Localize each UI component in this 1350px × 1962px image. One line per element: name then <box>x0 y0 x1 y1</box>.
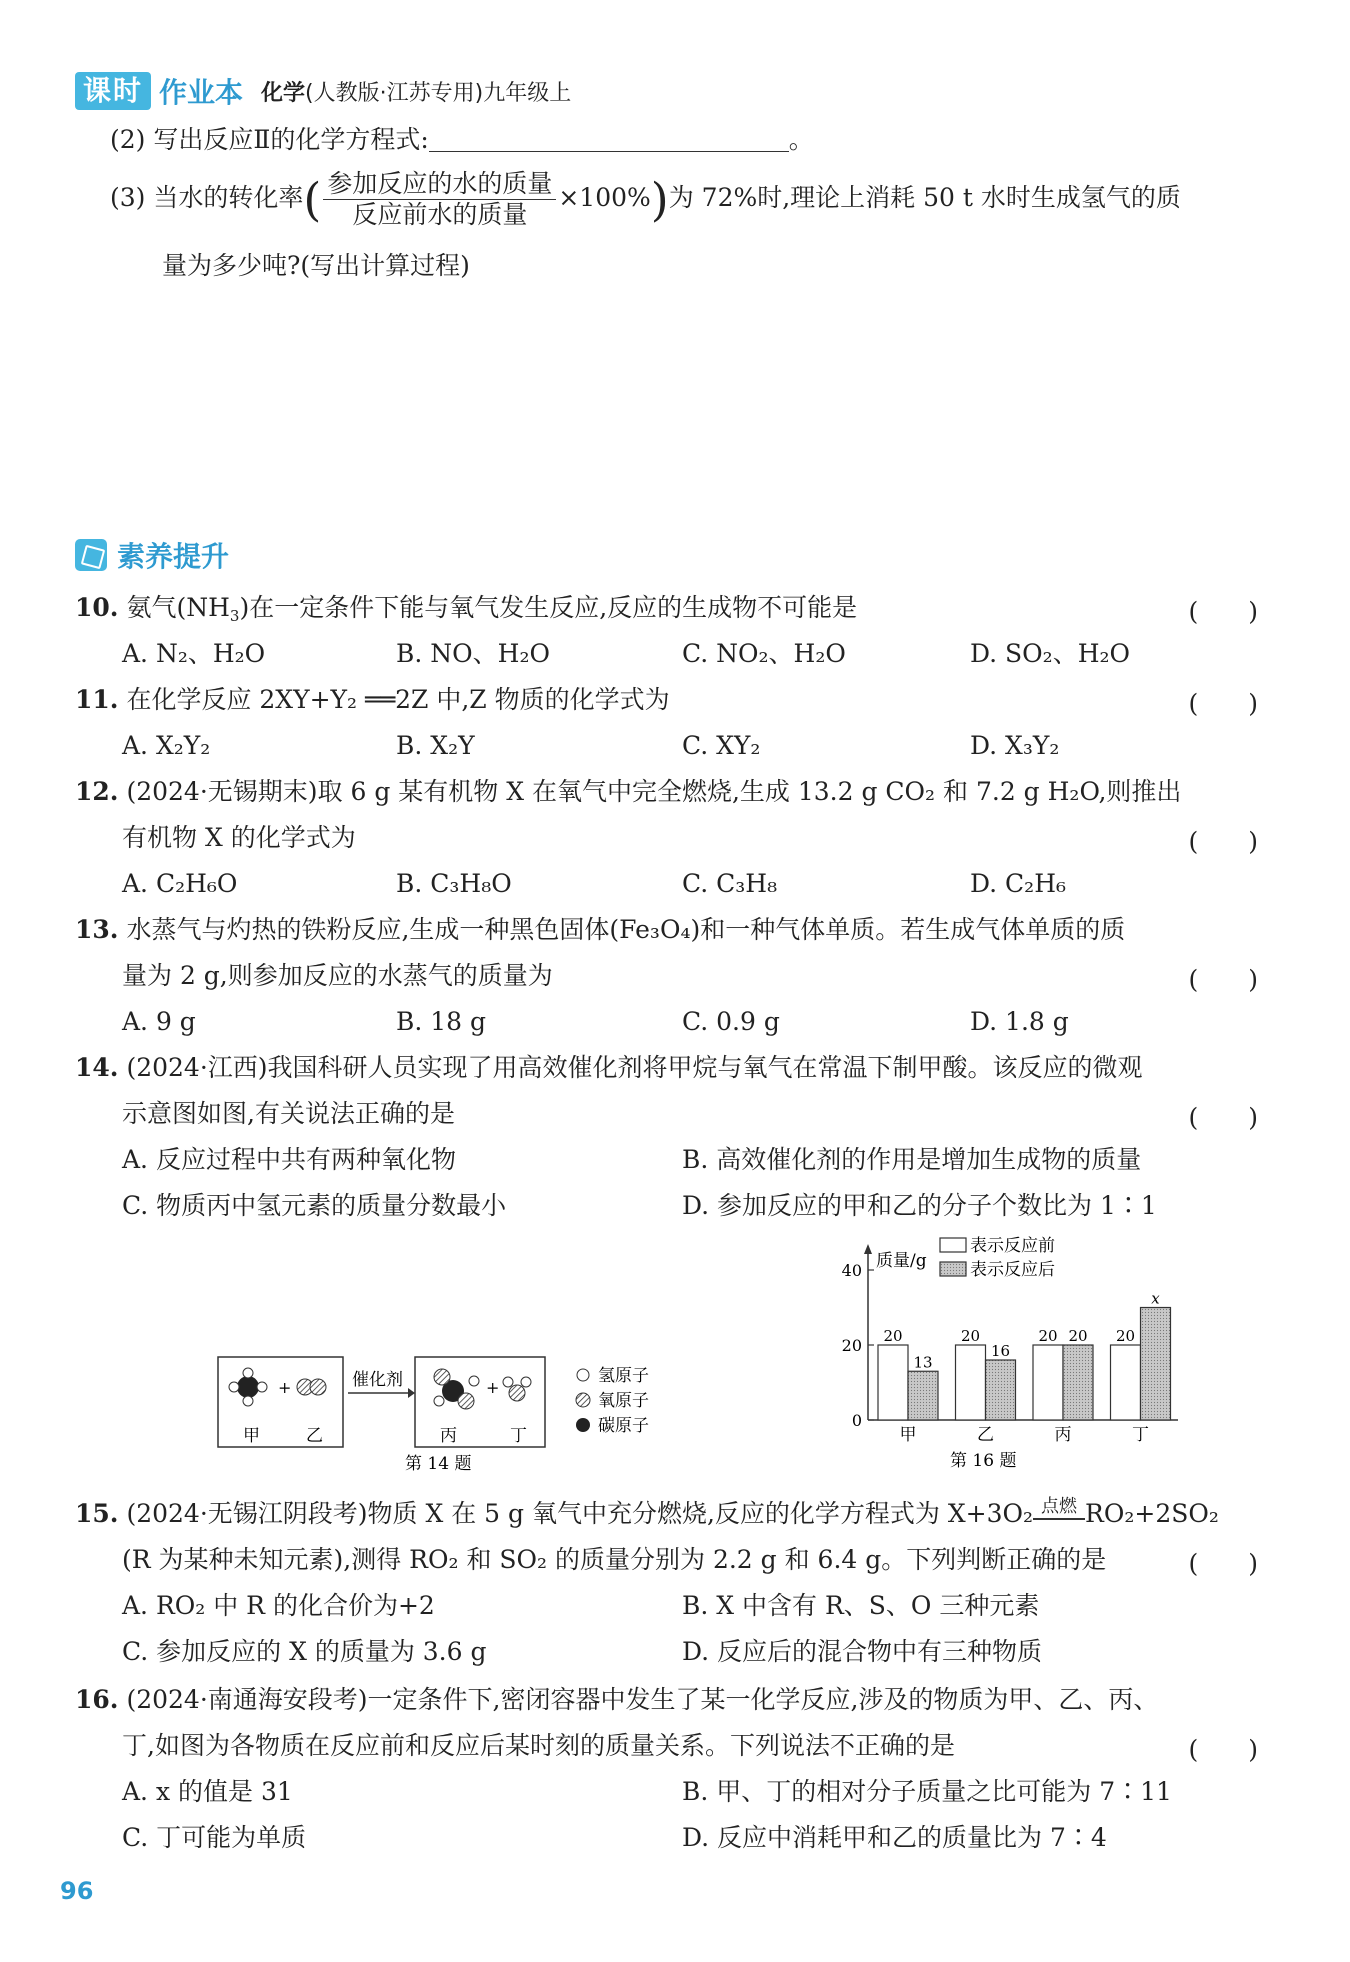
q10-text: 氨气(NH <box>126 593 230 622</box>
paren-close: ) <box>650 172 669 227</box>
x-tick-label: 乙 <box>977 1425 994 1445</box>
oxygen-legend-icon <box>576 1393 590 1407</box>
q14-option-a[interactable]: A. 反应过程中共有两种氧化物 <box>122 1145 456 1174</box>
fraction-denominator: 反应前水的质量 <box>352 200 528 229</box>
q12-text: (2024·无锡期末)取 6 g 某有机物 X 在氧气中完全燃烧,生成 13.2 g CO₂ 和 7.2 g H₂O,则推出 <box>126 777 1182 806</box>
q10-sub: 3 <box>229 607 240 625</box>
q11-text: 在化学反应 2XY+Y₂ ══2Z 中,Z 物质的化学式为 <box>126 685 670 714</box>
question-number: 16. <box>75 1685 119 1714</box>
q12-option-d[interactable]: D. C₂H₆ <box>970 869 1067 898</box>
q9-part2-end: 。 <box>788 125 814 154</box>
legend-swatch <box>940 1262 966 1276</box>
q11-option-d[interactable]: D. X₃Y₂ <box>970 731 1060 760</box>
x-tick-label: 丁 <box>1132 1425 1149 1445</box>
q14-option-b[interactable]: B. 高效催化剂的作用是增加生成物的质量 <box>682 1145 1142 1174</box>
q13-option-b[interactable]: B. 18 g <box>396 1007 487 1036</box>
page-number: 96 <box>60 1877 94 1905</box>
q11-option-a[interactable]: A. X₂Y₂ <box>122 731 211 760</box>
q14-stem <box>75 1052 1143 1084</box>
q16-text: (2024·南通海安段考)一定条件下,密闭容器中发生了某一化学反应,涉及的物质为甲、乙、丙、 <box>126 1685 1159 1714</box>
q9-part3-post: 为 72%时,理论上消耗 50 t 水时生成氢气的质 <box>668 183 1181 212</box>
svg-text:+: + <box>486 1378 500 1397</box>
bar-value-label: 20 <box>1115 1327 1136 1345</box>
bar-before <box>878 1345 908 1420</box>
bar-after <box>1063 1345 1093 1420</box>
reaction-condition <box>1033 1498 1085 1530</box>
q15-stem-line2: (R 为某种未知元素),测得 RO₂ 和 SO₂ 的质量分别为 2.2 g 和 6.4 g。下列判断正确的是 <box>122 1545 1107 1574</box>
y-axis-arrow <box>864 1244 872 1254</box>
y-axis-label: 质量/g <box>876 1251 927 1271</box>
q14-stem-line2: 示意图如图,有关说法正确的是 <box>122 1099 455 1128</box>
question-number: 15. <box>75 1499 119 1528</box>
conversion-fraction <box>323 169 556 230</box>
q15-option-b[interactable]: B. X 中含有 R、S、O 三种元素 <box>682 1591 1040 1620</box>
label-yi: 乙 <box>306 1426 323 1446</box>
q15-option-c[interactable]: C. 参加反应的 X 的质量为 3.6 g <box>122 1637 487 1666</box>
running-header <box>75 70 571 112</box>
x-tick-label: 甲 <box>899 1425 917 1445</box>
q13-option-c[interactable]: C. 0.9 g <box>682 1007 780 1036</box>
q9-part3-pre: (3) 当水的转化率 <box>110 183 304 212</box>
q9-part3-line2: 量为多少吨?(写出计算过程) <box>162 251 470 280</box>
bar-value-label: 20 <box>1068 1327 1088 1345</box>
answer-paren[interactable]: ( ) <box>1188 827 1258 856</box>
question-number: 10. <box>75 593 119 622</box>
bar-value-label: 20 <box>883 1327 903 1345</box>
catalyst-label: 催化剂 <box>352 1370 403 1390</box>
q12-option-a[interactable]: A. C₂H₆O <box>122 869 238 898</box>
condition-text: 点燃 <box>1041 1496 1078 1517</box>
answer-paren[interactable]: ( ) <box>1188 689 1258 718</box>
q10-option-a[interactable]: A. N₂、H₂O <box>122 639 266 668</box>
section-title: 素养提升 <box>117 540 230 573</box>
figure-16-chart <box>790 1230 1190 1480</box>
bar-value-label: x <box>1151 1289 1160 1308</box>
q10-text2: )在一定条件下能与氧气发生反应,反应的生成物不可能是 <box>239 593 858 622</box>
fraction-times: ×100% <box>558 183 651 212</box>
svg-text:+: + <box>278 1378 292 1397</box>
q13-text: 水蒸气与灼热的铁粉反应,生成一种黑色固体(Fe₃O₄)和一种气体单质。若生成气体单质的质 <box>126 915 1126 944</box>
q13-option-a[interactable]: A. 9 g <box>122 1007 196 1036</box>
chart-bars <box>878 1290 1171 1446</box>
q14-option-c[interactable]: C. 物质丙中氢元素的质量分数最小 <box>122 1191 507 1220</box>
condition-line <box>1033 1518 1085 1520</box>
q14-text: (2024·江西)我国科研人员实现了用高效催化剂将甲烷与氧气在常温下制甲酸。该反应的微观 <box>126 1053 1143 1082</box>
formic-acid-molecule <box>434 1369 479 1409</box>
bar-before <box>1111 1345 1141 1420</box>
y-tick-label: 0 <box>851 1411 862 1430</box>
q13-stem-line2: 量为 2 g,则参加反应的水蒸气的质量为 <box>122 961 553 990</box>
label-bing: 丙 <box>440 1426 457 1446</box>
bar-value-label: 20 <box>960 1327 981 1345</box>
edition: (人教版·江苏专用)九年级上 <box>305 80 572 106</box>
bar-before <box>956 1345 986 1420</box>
question-number: 11. <box>75 685 119 714</box>
q15-text: (2024·无锡江阴段考)物质 X 在 5 g 氧气中充分燃烧,反应的化学方程式为 X+3O₂ <box>126 1499 1034 1528</box>
q12-stem <box>75 776 1181 808</box>
q15-option-a[interactable]: A. RO₂ 中 R 的化合价为+2 <box>122 1591 435 1620</box>
answer-paren[interactable]: ( ) <box>1188 965 1258 994</box>
figure-14-diagram <box>210 1335 730 1475</box>
q10-option-d[interactable]: D. SO₂、H₂O <box>970 639 1131 668</box>
hydrogen-legend-icon <box>577 1369 589 1381</box>
answer-paren[interactable]: ( ) <box>1188 597 1258 626</box>
bar-after <box>908 1371 938 1420</box>
answer-paren[interactable]: ( ) <box>1188 1103 1258 1132</box>
label-ding: 丁 <box>510 1426 527 1446</box>
legend-entry: 表示反应前 <box>970 1236 1055 1256</box>
section-header <box>75 535 229 575</box>
figure-16-caption: 第 16 题 <box>950 1451 1017 1471</box>
legend-entry: 表示反应后 <box>970 1260 1055 1280</box>
q16-stem-line2: 丁,如图为各物质在反应前和反应后某时刻的质量关系。下列说法不正确的是 <box>122 1731 955 1760</box>
q12-option-c[interactable]: C. C₃H₈ <box>682 869 778 898</box>
carbon-legend-icon <box>576 1418 590 1432</box>
bar-value-label: 16 <box>990 1342 1011 1360</box>
q16-option-b[interactable]: B. 甲、丁的相对分子质量之比可能为 7∶11 <box>682 1777 1172 1806</box>
bar-after <box>1141 1308 1171 1421</box>
question-number: 14. <box>75 1053 119 1082</box>
q16-option-d[interactable]: D. 反应中消耗甲和乙的质量比为 7∶4 <box>682 1823 1107 1852</box>
bar-value-label: 20 <box>1038 1327 1058 1345</box>
legend-swatch <box>940 1238 966 1252</box>
reactant-box <box>218 1357 343 1447</box>
label-jia: 甲 <box>243 1426 260 1446</box>
q12-stem-line2: 有机物 X 的化学式为 <box>122 823 356 852</box>
logo-text: 作业本 <box>159 76 244 109</box>
logo-badge: 课时 <box>75 72 151 110</box>
water-molecule <box>503 1377 531 1401</box>
q9-part2 <box>110 124 814 156</box>
q15-option-d[interactable]: D. 反应后的混合物中有三种物质 <box>682 1637 1043 1666</box>
q10-option-c[interactable]: C. NO₂、H₂O <box>682 639 846 668</box>
legend-oxygen: 氧原子 <box>598 1391 649 1411</box>
book-subject <box>261 76 571 107</box>
bar-after <box>986 1360 1016 1420</box>
figure-14-caption: 第 14 题 <box>405 1454 472 1474</box>
question-number: 12. <box>75 777 119 806</box>
q12-option-b[interactable]: B. C₃H₈O <box>396 869 512 898</box>
q13-option-d[interactable]: D. 1.8 g <box>970 1007 1069 1036</box>
q10-stem <box>75 592 857 632</box>
q9-part2-text: (2) 写出反应Ⅱ的化学方程式: <box>110 125 429 154</box>
q16-stem <box>75 1684 1158 1716</box>
q14-option-d[interactable]: D. 参加反应的甲和乙的分子个数比为 1∶1 <box>682 1191 1157 1220</box>
legend-carbon: 碳原子 <box>598 1416 649 1436</box>
answer-blank[interactable] <box>429 127 789 152</box>
q13-stem <box>75 914 1125 946</box>
x-tick-label: 丙 <box>1054 1425 1072 1445</box>
q15-stem <box>75 1498 1219 1530</box>
oxygen-molecule <box>297 1379 326 1395</box>
logo <box>75 71 243 111</box>
q10-option-b[interactable]: B. NO、H₂O <box>396 639 550 668</box>
fraction-numerator: 参加反应的水的质量 <box>323 169 556 200</box>
q11-option-c[interactable]: C. XY₂ <box>682 731 761 760</box>
subject: 化学 <box>261 80 306 106</box>
q16-option-a[interactable]: A. x 的值是 31 <box>122 1777 293 1806</box>
q15-products: RO₂+2SO₂ <box>1085 1499 1219 1528</box>
bar-before <box>1033 1345 1063 1420</box>
y-tick-label: 20 <box>841 1336 862 1355</box>
pencil-icon <box>75 539 107 571</box>
legend-hydrogen: 氢原子 <box>598 1366 649 1386</box>
q9-part3 <box>110 168 1181 230</box>
answer-paren[interactable]: ( ) <box>1188 1735 1258 1764</box>
q16-option-c[interactable]: C. 丁可能为单质 <box>122 1823 307 1852</box>
answer-paren[interactable]: ( ) <box>1188 1549 1258 1578</box>
q11-option-b[interactable]: B. X₂Y <box>396 731 475 760</box>
bar-value-label: 13 <box>913 1353 933 1372</box>
chart-legend <box>940 1236 1055 1280</box>
y-tick-label: 40 <box>841 1261 862 1280</box>
paren-open: ( <box>303 172 322 227</box>
q11-stem <box>75 684 670 716</box>
methane-molecule <box>229 1368 267 1406</box>
question-number: 13. <box>75 915 119 944</box>
